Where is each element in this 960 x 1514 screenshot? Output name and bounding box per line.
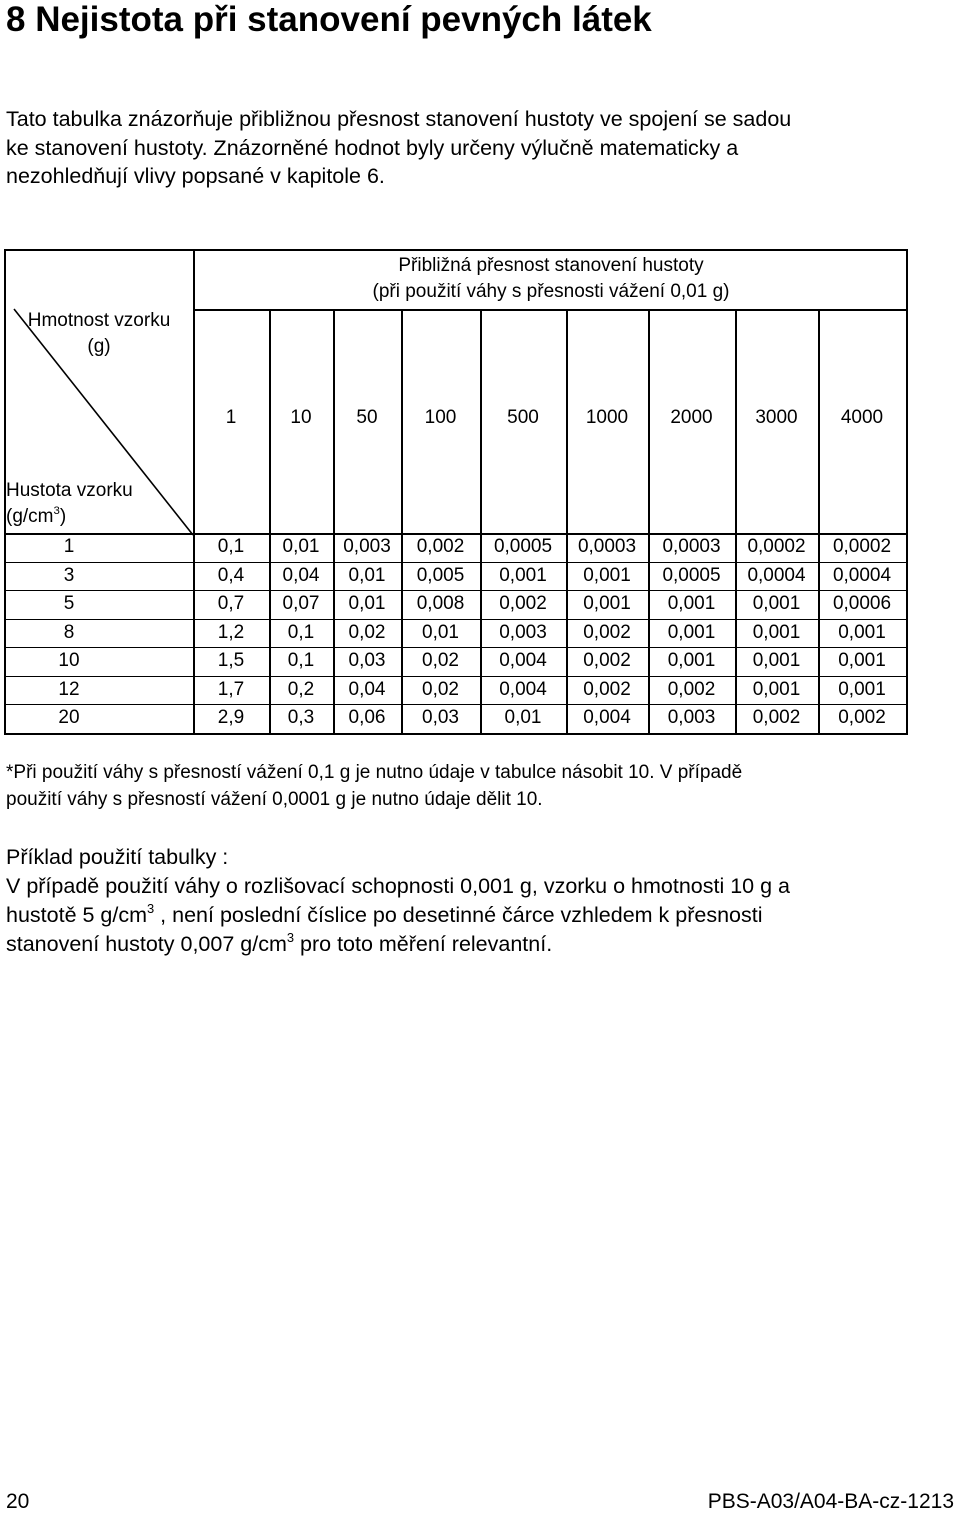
intro-line: Tato tabulka znázorňuje přibližnou přesnost stanovení hustoty ve spojení se sadou: [6, 107, 792, 131]
density-cell: 1: [63, 536, 75, 557]
table-row-line: [4, 704, 906, 705]
precision-table: [0, 0, 960, 730]
precision-cell: 0,001: [752, 593, 801, 614]
table-header-line: [193, 309, 906, 311]
precision-cell: 0,04: [348, 678, 386, 700]
precision-cell: 0,4: [217, 564, 245, 586]
mass-header-cell: 4000: [840, 407, 884, 428]
table-border-top: [4, 249, 908, 251]
example-section: [6, 843, 960, 959]
corner-mass-unit: (g): [87, 336, 111, 357]
page-heading: 8 Nejistota při stanovení pevných látek: [6, 0, 652, 39]
table-border-bottom: [4, 733, 908, 735]
density-cell: 5: [63, 593, 75, 614]
precision-cell: 1,7: [217, 678, 245, 700]
table-border-right: [906, 249, 908, 735]
precision-cell: 0,001: [838, 621, 886, 643]
mass-header-cell: 3000: [755, 407, 798, 428]
precision-cell: 0,001: [667, 593, 716, 614]
precision-cell: 0,0004: [832, 564, 892, 586]
precision-cell: 0,002: [583, 678, 631, 700]
precision-cell: 0,008: [416, 593, 465, 614]
mass-header-cell: 100: [424, 407, 457, 428]
precision-cell: 2,9: [217, 707, 245, 728]
precision-cell: 0,01: [422, 621, 459, 643]
example-title: Příklad použití tabulky :: [6, 845, 229, 869]
precision-cell: 0,001: [583, 564, 631, 586]
header-title-line: (při použití váhy s přesnosti vážení 0,01 g): [372, 281, 730, 302]
mass-header-cell: 1000: [585, 407, 629, 428]
precision-cell: 0,01: [282, 536, 320, 557]
precision-cell: 0,0005: [493, 536, 553, 557]
mass-header-cell: 500: [507, 407, 539, 428]
density-cell: 20: [58, 707, 80, 728]
precision-cell: 0,002: [667, 678, 716, 700]
intro-line: ke stanovení hustoty. Znázorněné hodnot byly určeny výlučně matematicky a: [6, 135, 739, 160]
precision-cell: 0,02: [348, 621, 386, 643]
precision-cell: 0,02: [422, 650, 459, 671]
precision-cell: 0,001: [583, 593, 631, 614]
precision-cell: 0,02: [422, 678, 459, 700]
precision-cell: 0,03: [422, 707, 459, 728]
corner-density-unit: $(g/cm^3)$: [6, 504, 67, 527]
precision-cell: 0,7: [217, 593, 245, 614]
precision-cell: 0,2: [287, 678, 315, 700]
precision-cell: 0,002: [752, 707, 801, 728]
precision-cell: 0,07: [282, 593, 320, 614]
precision-cell: 0,0006: [832, 593, 892, 614]
precision-cell: 0,001: [752, 621, 801, 643]
table-row-line: [4, 647, 906, 648]
intro-line: nezohledňují vlivy popsané v kapitole 6.: [6, 164, 385, 188]
precision-cell: 0,01: [348, 593, 386, 614]
precision-cell: 0,03: [348, 650, 386, 671]
precision-cell: 0,003: [499, 621, 547, 643]
table-row-line: [4, 590, 906, 591]
corner-mass-label: [6, 308, 192, 360]
precision-cell: 0,06: [348, 707, 386, 728]
corner-density-text: Hustota vzorku: [6, 480, 133, 501]
example-line: V případě použití váhy o rozlišovací schopnosti 0,001 g, vzorku o hmotnosti 10 g a: [6, 874, 791, 898]
table-border-left: [4, 249, 6, 735]
mass-header-cell: 50: [356, 407, 378, 428]
precision-cell: 0,0003: [577, 536, 637, 557]
precision-cell: 0,002: [583, 650, 631, 671]
precision-cell: 0,001: [752, 678, 801, 700]
table-row-line: [4, 533, 906, 535]
precision-cell: 0,002: [416, 536, 465, 557]
precision-cell: 0,1: [217, 536, 245, 557]
corner-mass-text: Hmotnost vzorku: [27, 310, 171, 331]
example-line: stanovení hustoty 0,007 $g/cm^3$ pro toto měření relevantní.: [6, 929, 553, 956]
mass-header-cell: 10: [290, 407, 312, 428]
header-title: [196, 253, 906, 305]
precision-cell: 0,004: [499, 678, 547, 700]
precision-cell: 0,0002: [832, 536, 892, 557]
table-row-line: [4, 619, 906, 620]
precision-cell: 0,01: [504, 707, 542, 728]
precision-cell: 0,001: [667, 621, 716, 643]
footnote-line: použití váhy s přesností vážení 0,0001 g je nutno údaje dělit 10.: [6, 789, 543, 810]
footnote-line: *Při použití váhy s přesností vážení 0,1 g je nutno údaje v tabulce násobit 10. V případě: [6, 762, 743, 783]
density-cell: 3: [63, 564, 75, 586]
precision-cell: 0,0002: [747, 536, 806, 557]
page-number: 20: [6, 1490, 30, 1513]
precision-cell: 0,3: [287, 707, 315, 728]
precision-cell: 0,004: [583, 707, 631, 728]
precision-cell: 0,002: [583, 621, 631, 643]
example-line: hustotě 5 $g/cm^3$ , není poslední číslice po desetinné čárce vzhledem k přesnosti: [6, 900, 763, 927]
density-cell: 10: [58, 650, 80, 671]
precision-cell: 0,001: [667, 650, 716, 671]
precision-cell: 0,004: [499, 650, 547, 671]
footnote: [6, 759, 956, 813]
precision-cell: 0,003: [667, 707, 716, 728]
document-code: PBS-A03/A04-BA-cz-1213: [707, 1490, 954, 1513]
density-cell: 12: [58, 678, 80, 700]
mass-header-cell: 2000: [670, 407, 713, 428]
precision-cell: 0,01: [348, 564, 386, 586]
mass-header-cell: 1: [225, 407, 237, 428]
precision-cell: 0,1: [287, 621, 315, 643]
precision-cell: 0,003: [343, 536, 391, 557]
table-row-line: [4, 562, 906, 563]
corner-density-label: [6, 478, 133, 530]
precision-cell: 1,5: [217, 650, 245, 671]
density-cell: 8: [63, 621, 75, 643]
precision-cell: 0,005: [416, 564, 465, 586]
precision-cell: 0,001: [838, 678, 886, 700]
precision-cell: 0,0003: [662, 536, 721, 557]
precision-cell: 0,001: [499, 564, 547, 586]
precision-cell: 0,1: [287, 650, 315, 671]
precision-cell: 0,0005: [662, 564, 721, 586]
precision-cell: 0,002: [838, 707, 886, 728]
precision-cell: 0,04: [282, 564, 320, 586]
precision-cell: 1,2: [217, 621, 245, 643]
precision-cell: 0,001: [838, 650, 886, 671]
table-row-line: [4, 676, 906, 677]
precision-cell: 0,002: [499, 593, 547, 614]
header-title-line: Přibližná přesnost stanovení hustoty: [398, 255, 704, 276]
precision-cell: 0,001: [752, 650, 801, 671]
precision-cell: 0,0004: [747, 564, 806, 586]
